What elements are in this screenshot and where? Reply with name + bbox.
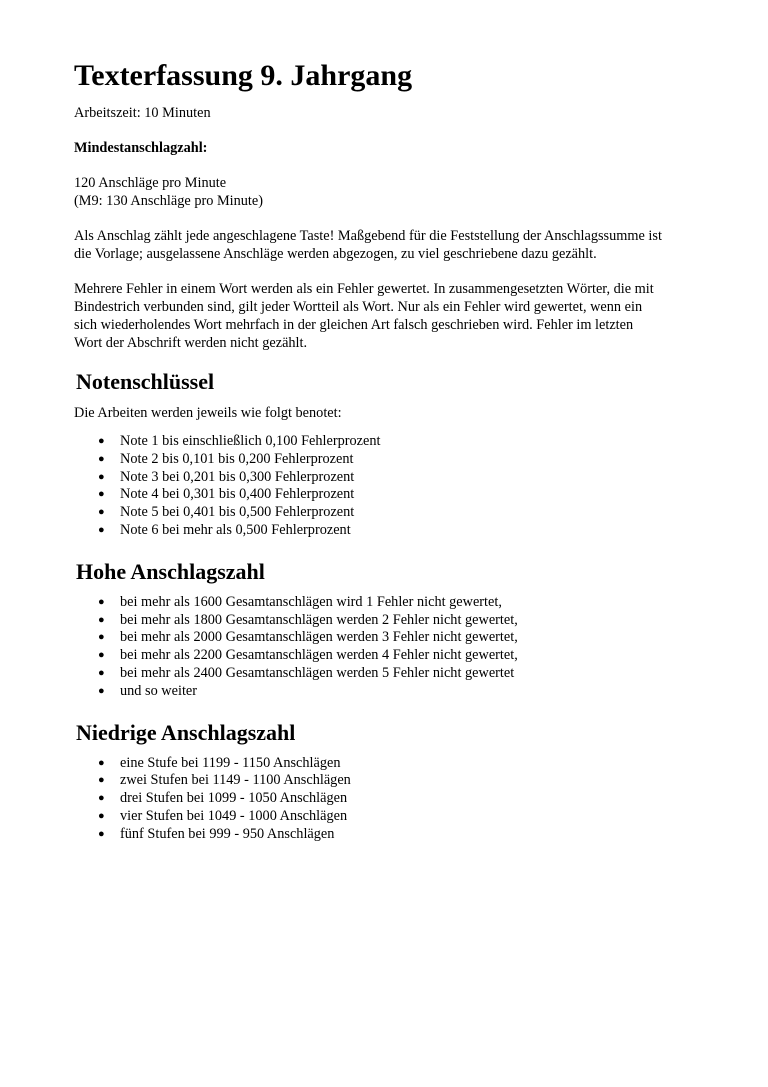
anschlag-line-2: die Vorlage; ausgelassene Anschläge werden abgezogen, zu viel geschriebene dazu gezählt. xyxy=(74,246,597,262)
list-item-text: Note 2 bis 0,101 bis 0,200 Fehlerprozent xyxy=(120,450,354,467)
bullet-icon: ● xyxy=(98,523,105,536)
list-item xyxy=(74,808,724,826)
list-item xyxy=(74,772,724,790)
list-item-text: eine Stufe bei 1199 - 1150 Anschlägen xyxy=(120,754,341,771)
bullet-icon: ● xyxy=(98,435,105,447)
list-item-text: fünf Stufen bei 999 - 950 Anschlägen xyxy=(120,825,335,842)
noten-intro: Die Arbeiten werden jeweils wie folgt benotet: xyxy=(74,405,342,421)
section-heading-hohe-anschlagszahl: Hohe Anschlagszahl xyxy=(76,558,265,584)
bullet-icon: ● xyxy=(98,774,105,787)
fehler-line-4: Wort der Abschrift werden nicht gezählt. xyxy=(74,335,308,351)
list-item-text: bei mehr als 2400 Gesamtanschlägen werden 5 Fehler nicht gewertet xyxy=(120,664,515,681)
mindest-heading: Mindestanschlagzahl: xyxy=(74,140,208,156)
bullet-icon: ● xyxy=(98,506,105,519)
list-item xyxy=(74,647,724,665)
bullet-icon: ● xyxy=(98,827,105,840)
arbeitszeit-text: Arbeitszeit: 10 Minuten xyxy=(74,105,211,121)
list-item-text: bei mehr als 1600 Gesamtanschlägen wird 1 Fehler nicht gewertet, xyxy=(120,593,502,610)
list-item xyxy=(74,683,724,701)
list-item-text: bei mehr als 2000 Gesamtanschlägen werden 3 Fehler nicht gewertet, xyxy=(120,629,518,646)
list-item-text: zwei Stufen bei 1149 - 1100 Anschlägen xyxy=(120,772,351,789)
bullet-icon: ● xyxy=(98,595,105,608)
noten-list xyxy=(74,433,724,540)
list-item-text: Note 1 bis einschließlich 0,100 Fehlerprozent xyxy=(120,433,381,449)
list-item xyxy=(74,451,724,469)
list-item-text: Note 5 bei 0,401 bis 0,500 Fehlerprozent xyxy=(120,504,355,521)
mindest-line-2: (M9: 130 Anschläge pro Minute) xyxy=(74,193,264,209)
bullet-icon: ● xyxy=(98,488,105,501)
document-body xyxy=(74,52,724,844)
list-item xyxy=(74,594,724,612)
bullet-icon: ● xyxy=(98,756,105,769)
list-item-text: Note 6 bei mehr als 0,500 Fehlerprozent xyxy=(120,521,351,538)
bullet-icon: ● xyxy=(98,649,105,662)
bullet-icon: ● xyxy=(98,684,105,697)
anschlag-line-1: Als Anschlag zählt jede angeschlagene Taste! Maßgebend für die Feststellung der Anschlagssumme ist xyxy=(74,228,662,244)
list-item-text: drei Stufen bei 1099 - 1050 Anschlägen xyxy=(120,790,348,807)
list-item xyxy=(74,755,724,773)
list-item xyxy=(74,665,724,683)
list-item xyxy=(74,612,724,630)
niedrige-list xyxy=(74,755,724,844)
bullet-icon: ● xyxy=(98,792,105,805)
list-item xyxy=(74,433,724,451)
list-item-text: bei mehr als 1800 Gesamtanschlägen werden 2 Fehler nicht gewertet, xyxy=(120,611,518,628)
fehler-line-1: Mehrere Fehler in einem Wort werden als ein Fehler gewertet. In zusammengesetzten Wörter, die mit xyxy=(74,281,654,297)
bullet-icon: ● xyxy=(98,452,105,465)
list-item xyxy=(74,826,724,844)
list-item xyxy=(74,486,724,504)
list-item xyxy=(74,504,724,522)
list-item-text: vier Stufen bei 1049 - 1000 Anschlägen xyxy=(120,807,348,824)
mindest-line-1: 120 Anschläge pro Minute xyxy=(74,175,227,191)
bullet-icon: ● xyxy=(98,613,105,626)
bullet-icon: ● xyxy=(98,631,105,644)
list-item-text: Note 3 bei 0,201 bis 0,300 Fehlerprozent xyxy=(120,468,355,485)
list-item-text: Note 4 bei 0,301 bis 0,400 Fehlerprozent xyxy=(120,486,355,503)
section-heading-notenschluessel: Notenschlüssel xyxy=(76,369,215,394)
list-item-text: bei mehr als 2200 Gesamtanschlägen werden 4 Fehler nicht gewertet, xyxy=(120,647,518,664)
list-item-text: und so weiter xyxy=(120,682,198,699)
section-heading-niedrige-anschlagszahl: Niedrige Anschlagszahl xyxy=(76,719,296,745)
list-item xyxy=(74,522,724,540)
bullet-icon: ● xyxy=(98,666,105,679)
page-title: Texterfassung 9. Jahrgang xyxy=(74,59,413,92)
hohe-list xyxy=(74,594,724,701)
bullet-icon: ● xyxy=(98,470,105,483)
list-item xyxy=(74,790,724,808)
list-item xyxy=(74,469,724,487)
bullet-icon: ● xyxy=(98,809,105,822)
fehler-line-2: Bindestrich verbunden sind, gilt jeder Wortteil als Wort. Nur als ein Fehler wird gewertet, wenn ein xyxy=(74,299,643,315)
list-item xyxy=(74,629,724,647)
fehler-line-3: sich wiederholendes Wort mehrfach in der gleichen Art falsch geschrieben wird. Fehler im letzten xyxy=(74,317,634,333)
